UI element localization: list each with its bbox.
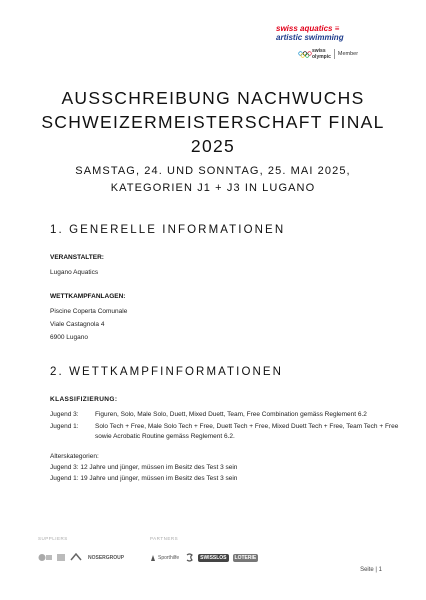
partner-mark-icon bbox=[185, 549, 194, 567]
swimming-logo-icon bbox=[38, 549, 52, 567]
title-line1: AUSSCHREIBUNG NACHWUCHS bbox=[61, 88, 365, 108]
classification-row bbox=[50, 410, 405, 420]
venue-line: Piscine Coperta Comunale bbox=[50, 308, 128, 315]
trophy-logo-icon bbox=[56, 549, 66, 567]
subtitle-line1: SAMSTAG, 24. UND SONNTAG, 25. MAI 2025, bbox=[75, 165, 351, 177]
page-subtitle bbox=[0, 163, 426, 197]
title-line2: SCHWEIZERMEISTERSCHAFT FINAL bbox=[41, 112, 385, 132]
member-label: Member bbox=[337, 51, 359, 57]
olympic-member-row bbox=[276, 45, 386, 63]
venue-line: Viale Castagnola 4 bbox=[50, 321, 105, 328]
logo-line1: swiss aquatics ≡ bbox=[276, 24, 340, 33]
partners-label: PARTNERS bbox=[150, 536, 179, 541]
olympic-line2: olympic bbox=[312, 54, 331, 60]
section2-heading: 2. WETTKAMPFINFORMATIONEN bbox=[50, 366, 284, 378]
supplier-logos bbox=[38, 553, 126, 563]
classification-row bbox=[50, 422, 405, 441]
classification-key: Jugend 3: bbox=[50, 411, 79, 418]
swisslos-logo: SWISSLOS bbox=[200, 555, 227, 561]
venue-line: 6900 Lugano bbox=[50, 334, 88, 341]
age-category-line: Jugend 3: 12 Jahre und jünger, müssen im Besitz des Test 3 sein bbox=[50, 464, 238, 471]
age-categories-label: Alterskategorien: bbox=[50, 453, 99, 460]
sporthilfe-logo: Sporthilfe bbox=[158, 555, 180, 561]
logo-divider bbox=[334, 49, 335, 59]
classification-value: Figuren, Solo, Male Solo, Duett, Mixed Duett, Team, Free Combination gemäss Reglement 6.2 bbox=[95, 411, 367, 418]
partner-logos bbox=[150, 553, 258, 563]
classification-key: Jugend 1: bbox=[50, 423, 79, 430]
organizer-value: Lugano Aquatics bbox=[50, 269, 99, 276]
logo-line2: artistic swimming bbox=[276, 33, 344, 42]
age-category-line: Jugend 1: 19 Jahre und jünger, müssen im Besitz des Test 3 sein bbox=[50, 475, 238, 482]
loterie-logo: LOTERIE bbox=[234, 555, 257, 561]
olympic-rings-icon bbox=[298, 45, 312, 63]
section1-heading: 1. GENERELLE INFORMATIONEN bbox=[50, 224, 286, 236]
classification-label: KLASSIFIZIERUNG: bbox=[50, 396, 118, 403]
page-number: Seite | 1 bbox=[360, 567, 382, 573]
classification-value: Solo Tech + Free, Male Solo Tech + Free, Duett Tech + Free, Mixed Duett Tech + Free, Team Tech + Free sowie Acrobatic Routine gemäss Reglement 6.2. bbox=[95, 423, 399, 440]
swiss-aquatics-logo bbox=[276, 24, 386, 63]
arena-logo-icon bbox=[70, 549, 82, 567]
page-title bbox=[0, 86, 426, 158]
suppliers-label: SUPPLIERS bbox=[38, 536, 68, 541]
venue-label: WETTKAMPFANLAGEN: bbox=[50, 293, 126, 300]
olympic-line1: swiss bbox=[312, 48, 326, 54]
title-line3: 2025 bbox=[190, 136, 236, 156]
organizer-label: VERANSTALTER: bbox=[50, 254, 104, 261]
subtitle-line2: KATEGORIEN J1 + J3 IN LUGANO bbox=[110, 182, 316, 194]
swiss-olympic-text bbox=[312, 48, 331, 60]
noser-group-logo: NOSERGROUP bbox=[88, 555, 125, 561]
